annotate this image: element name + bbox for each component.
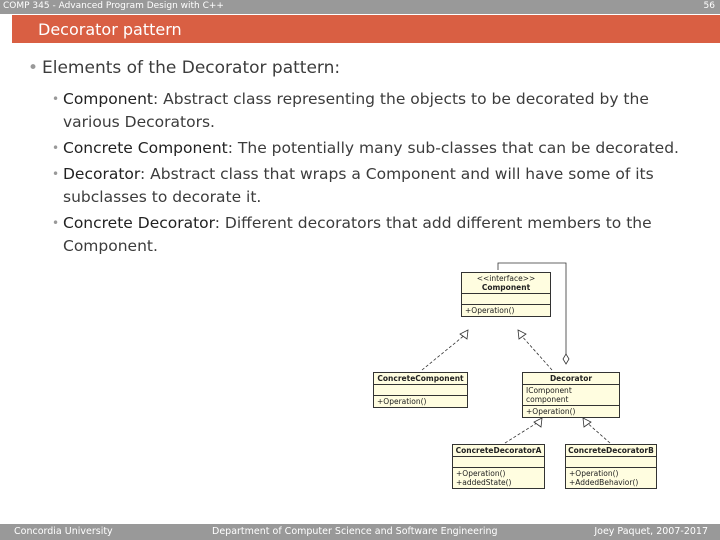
main-bullet	[28, 58, 708, 78]
footer-bar	[0, 524, 720, 540]
component-stereotype: <<interface>>	[476, 274, 536, 283]
desc-concrete-component: : The potentially many sub-classes that can be decorated.	[227, 139, 679, 157]
uml-class-diagram	[370, 258, 660, 498]
desc-concrete-decorator: : Different decorators that add different members to the Component.	[63, 214, 652, 255]
term-concrete-decorator: Concrete Decorator	[63, 214, 215, 232]
decorator-b-added-behavior: +AddedBehavior()	[569, 478, 639, 487]
slide-content	[28, 58, 708, 261]
triangle-arrow-icon	[534, 418, 542, 427]
footer-department: Department of Computer Science and Software Engineering	[212, 526, 498, 537]
uml-decorator-box	[522, 372, 620, 418]
title-bar	[12, 15, 720, 43]
main-bullet-text: Elements of the Decorator pattern:	[42, 58, 341, 78]
concrete-component-name: ConcreteComponent	[374, 373, 467, 385]
sub-bullet-concrete-component	[28, 137, 708, 160]
decorator-name: Decorator	[523, 373, 619, 385]
term-concrete-component: Concrete Component	[63, 139, 228, 157]
page-number: 56	[703, 1, 715, 11]
uml-concrete-component-box	[373, 372, 468, 408]
decorator-attribute: IComponent component	[523, 385, 619, 406]
sub-bullet-list	[28, 88, 708, 258]
term-component: Component	[63, 90, 153, 108]
slide-title: Decorator pattern	[38, 20, 182, 39]
triangle-arrow-icon	[518, 330, 526, 339]
footer-university: Concordia University	[14, 526, 113, 537]
header-bar	[0, 0, 720, 14]
uml-decorator-a-box	[452, 444, 545, 489]
uml-decorator-b-box	[565, 444, 657, 489]
realization-line-concrete	[422, 334, 466, 370]
decorator-b-name: ConcreteDecoratorB	[566, 445, 656, 457]
aggregation-diamond-icon	[563, 354, 569, 364]
sub-bullet-decorator	[28, 163, 708, 209]
decorator-a-added-state: +addedState()	[456, 478, 512, 487]
sub-bullet-component	[28, 88, 708, 134]
bullet-icon: •	[52, 141, 60, 155]
uml-component-box	[461, 272, 551, 317]
course-title: COMP 345 - Advanced Program Design with C++	[3, 1, 224, 11]
sub-bullet-concrete-decorator	[28, 212, 708, 258]
realization-line-decorator	[520, 334, 552, 370]
bullet-icon: •	[52, 167, 60, 181]
term-decorator: Decorator	[63, 165, 141, 183]
footer-author: Joey Paquet, 2007-2017	[594, 526, 708, 537]
decorator-operation: +Operation()	[526, 407, 576, 416]
bullet-icon: •	[52, 216, 60, 230]
inherit-line-a	[505, 421, 540, 443]
component-name: Component	[481, 283, 531, 292]
bullet-icon: •	[52, 92, 60, 106]
decorator-a-operation: +Operation()	[456, 469, 506, 478]
inherit-line-b	[585, 421, 610, 443]
bullet-icon: •	[28, 58, 39, 78]
concrete-component-operation: +Operation()	[377, 397, 427, 406]
component-operation: +Operation()	[465, 306, 515, 315]
desc-component: : Abstract class representing the objects to be decorated by the various Decorators.	[63, 90, 649, 131]
decorator-b-operation: +Operation()	[569, 469, 619, 478]
decorator-a-name: ConcreteDecoratorA	[453, 445, 544, 457]
desc-decorator: : Abstract class that wraps a Component and will have some of its subclasses to decorate it.	[63, 165, 654, 206]
